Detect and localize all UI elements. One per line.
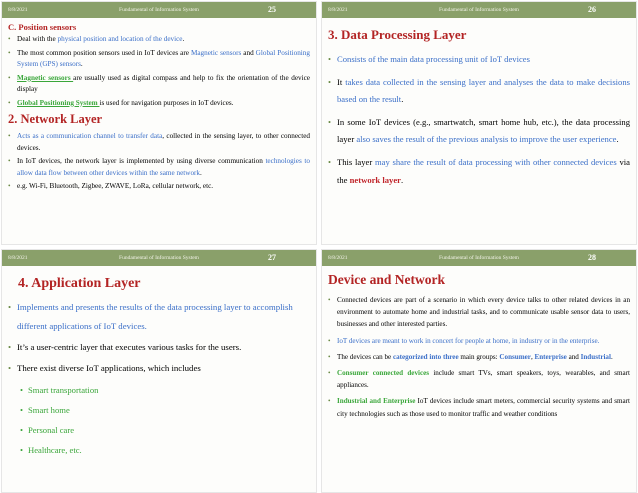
slide-26 — [322, 2, 636, 244]
slide-body — [328, 270, 630, 424]
bullet-item: • Magnetic sensors are usually used as digital compass and help to fix the orientation of the device display — [8, 73, 310, 96]
bullet-item: • It takes data collected in the sensing layer and analyses the data to make decisions based on the result. — [328, 74, 630, 109]
slide-date: 8/8/2021 — [328, 7, 348, 13]
bullet-item: • Implements and presents the results of the data processing layer to accomplish different applications of IoT devices. — [8, 298, 310, 336]
bullet-item: • In IoT devices, the network layer is implemented by using diverse communication technologies to allow data flow between other devices within the same network. — [8, 156, 310, 179]
bullet-item: • Connected devices are part of a scenario in which every device talks to other related devices in an environment to automate home and industrial tasks, and to communicate usable sensor data to users, businesses and other interested parties. — [328, 294, 630, 331]
slide-number: 27 — [268, 253, 276, 262]
bullet-item: • IoT devices are meant to work in concert for people at home, in industry or in the enterprise. — [328, 335, 630, 347]
slide-25 — [2, 2, 316, 244]
slide-body — [328, 22, 630, 194]
slide-header-title: Fundamental of Information System — [119, 255, 199, 261]
slide-27 — [2, 250, 316, 492]
bullet-item: • Consumer connected devices include smart TVs, smart speakers, toys, wearables, and smart appliances. — [328, 367, 630, 391]
bullet-item: • Global Positioning System is used for navigation purposes in IoT devices. — [8, 98, 310, 110]
slide-date: 8/8/2021 — [328, 255, 348, 261]
bullet-item: • Consists of the main data processing unit of IoT devices — [328, 51, 630, 69]
slide-body — [8, 270, 310, 460]
sub-list-item: • Healthcare, etc. — [8, 440, 310, 460]
section-heading: 2. Network Layer — [8, 112, 103, 126]
slide-header — [2, 250, 316, 266]
subheading: C. Position sensors — [8, 22, 77, 32]
section-heading: Device and Network — [328, 272, 445, 287]
slide-date: 8/8/2021 — [8, 7, 28, 13]
bullet-item: • Deal with the physical position and location of the device. — [8, 34, 310, 46]
slide-28 — [322, 250, 636, 492]
section-heading: 3. Data Processing Layer — [328, 27, 467, 42]
slide-header — [322, 2, 636, 18]
slide-header-title: Fundamental of Information System — [439, 7, 519, 13]
bullet-item: • The most common position sensors used in IoT devices are Magnetic sensors and Global Positioning System (GPS) sensors. — [8, 48, 310, 71]
sub-list-item: • Smart home — [8, 400, 310, 420]
slide-number: 25 — [268, 5, 276, 14]
bullet-item: • Acts as a communication channel to transfer data, collected in the sensing layer, to other connected devices. — [8, 131, 310, 154]
section-heading: 4. Application Layer — [18, 276, 141, 291]
slide-body — [8, 22, 310, 195]
slide-header-title: Fundamental of Information System — [119, 7, 199, 13]
slide-header — [2, 2, 316, 18]
slide-date: 8/8/2021 — [8, 255, 28, 261]
bullet-item: • It’s a user-centric layer that executes various tasks for the users. — [8, 338, 310, 357]
slide-number: 28 — [588, 253, 596, 262]
bullet-item: • This layer may share the result of data processing with other connected devices via the network layer. — [328, 154, 630, 189]
sub-list-item: • Personal care — [8, 420, 310, 440]
sub-list-item: • Smart transportation — [8, 380, 310, 400]
bullet-item: • Industrial and Enterprise IoT devices include smart meters, commercial security systems and smart city technologies such as those used to monitor traffic and weather conditions — [328, 395, 630, 419]
slide-header-title: Fundamental of Information System — [439, 255, 519, 261]
bullet-item: • In some IoT devices (e.g., smartwatch, smart home hub, etc.), the data processing layer also saves the result of the previous analysis to improve the user experience. — [328, 114, 630, 149]
slide-header — [322, 250, 636, 266]
bullet-item: • e.g. Wi-Fi, Bluetooth, Zigbee, ZWAVE, LoRa, cellular network, etc. — [8, 181, 310, 193]
bullet-item: • The devices can be categorized into three main groups: Consumer, Enterprise and Industrial. — [328, 351, 630, 363]
slide-number: 26 — [588, 5, 596, 14]
bullet-item: • There exist diverse IoT applications, which includes — [8, 359, 310, 378]
